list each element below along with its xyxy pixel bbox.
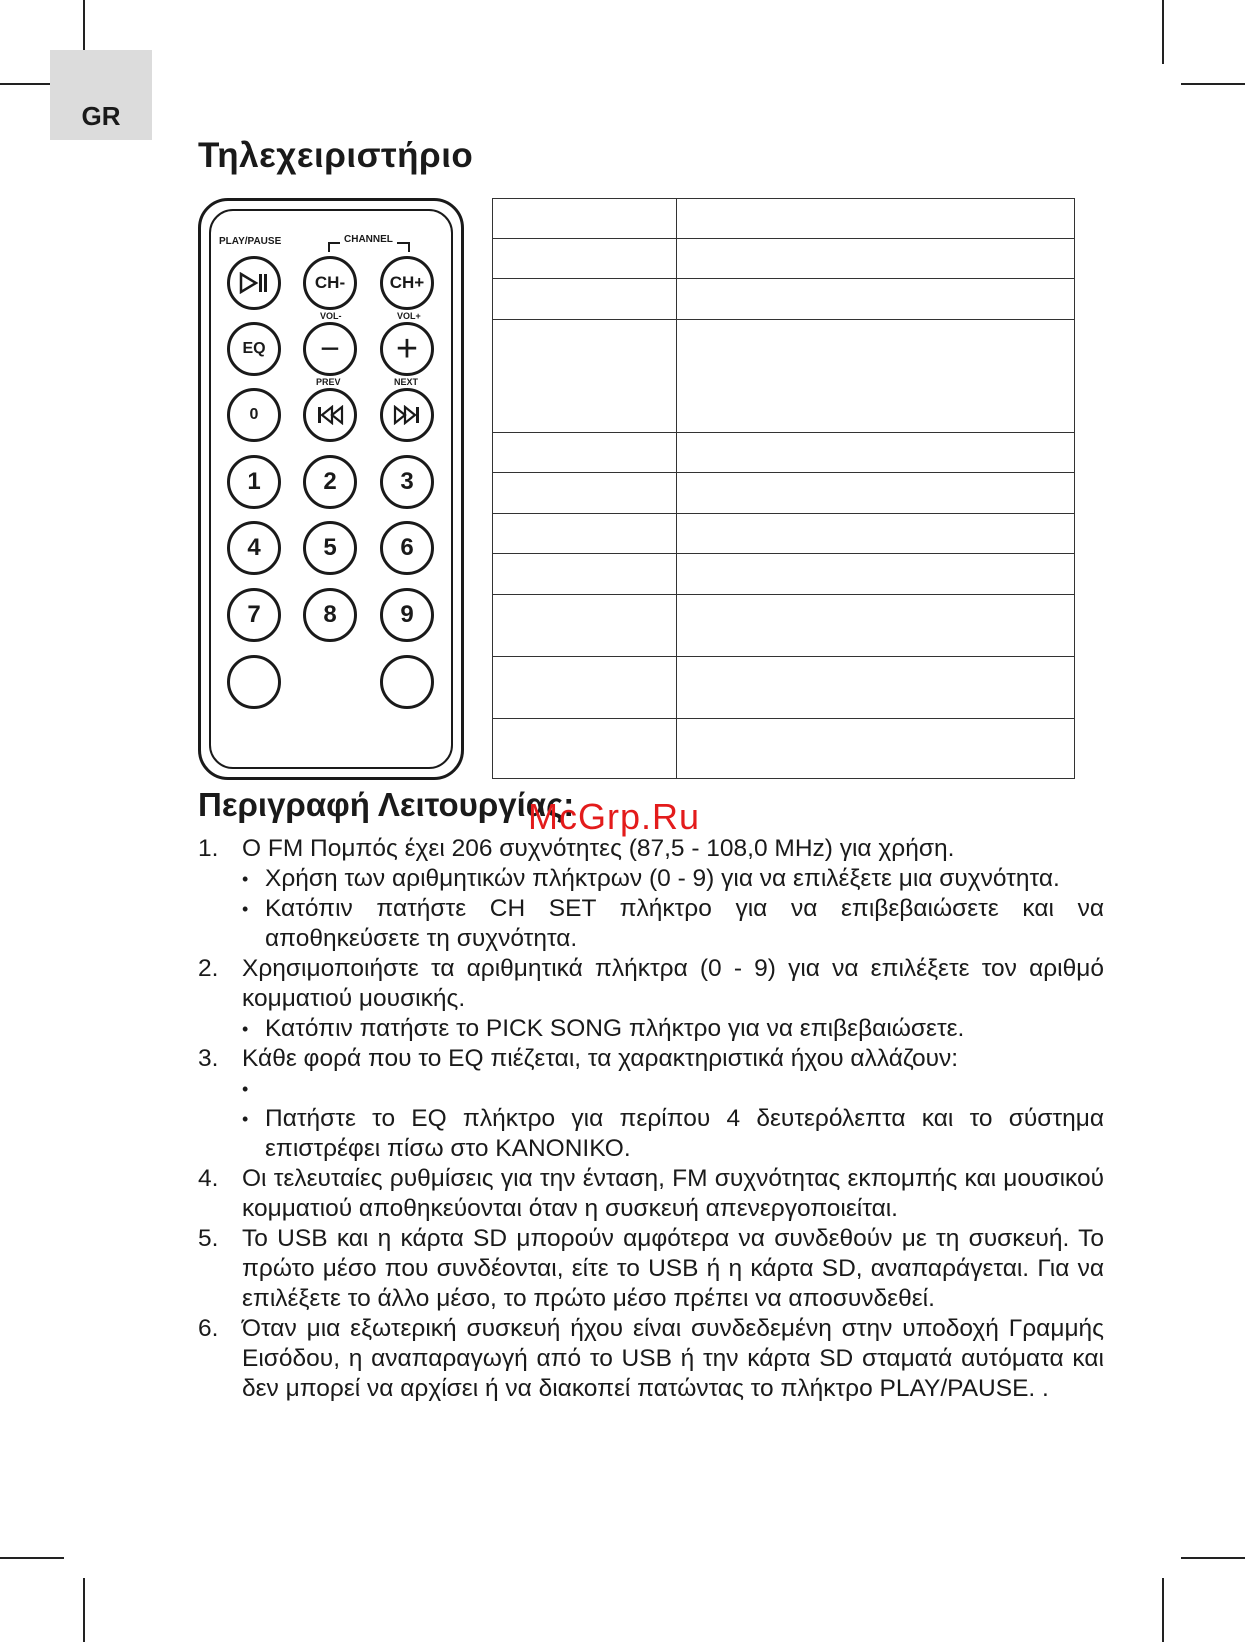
table-cell bbox=[677, 433, 1075, 473]
volume-up-button bbox=[380, 322, 434, 376]
item-text: Οι τελευταίες ρυθμίσεις για την ένταση, FM συχνότητας εκπομπής και μουσικού κομματιού αποθηκεύονται όταν η συσκευή απενεργοποιείται. bbox=[242, 1165, 1104, 1222]
eq-button bbox=[227, 322, 281, 376]
table-cell bbox=[677, 199, 1075, 239]
table-cell bbox=[677, 279, 1075, 320]
number-1-button bbox=[227, 455, 281, 509]
minus-icon: − bbox=[320, 329, 340, 368]
sub-item bbox=[242, 894, 1104, 954]
number-label: 1 bbox=[247, 468, 261, 495]
number-3-button bbox=[380, 455, 434, 509]
table-row bbox=[493, 199, 1075, 239]
play-pause-label: PLAY/PAUSE bbox=[219, 236, 282, 247]
vol-plus-label: VOL+ bbox=[397, 311, 421, 321]
zero-button bbox=[227, 388, 281, 442]
bullet-icon: • bbox=[242, 869, 249, 889]
list-item bbox=[198, 1164, 1104, 1224]
list-item bbox=[198, 1314, 1104, 1404]
table-cell bbox=[677, 554, 1075, 595]
item-number: 2. bbox=[198, 955, 219, 982]
table-cell bbox=[493, 239, 677, 279]
number-2-button bbox=[303, 455, 357, 509]
ch-minus-label: CH- bbox=[314, 273, 346, 292]
table-cell bbox=[493, 199, 677, 239]
number-label: 8 bbox=[323, 601, 337, 628]
language-tab bbox=[50, 50, 152, 140]
table-cell bbox=[677, 595, 1075, 657]
table-cell bbox=[493, 595, 677, 657]
table-cell bbox=[493, 554, 677, 595]
number-8-button bbox=[303, 588, 357, 642]
table-cell bbox=[677, 719, 1075, 779]
ch-plus-button bbox=[380, 256, 434, 310]
ch-plus-label: CH+ bbox=[389, 273, 425, 292]
language-label: GR bbox=[81, 101, 121, 131]
zero-label: 0 bbox=[249, 406, 259, 423]
table-row bbox=[493, 657, 1075, 719]
table-cell bbox=[677, 473, 1075, 514]
table-cell bbox=[677, 514, 1075, 554]
plus-icon: + bbox=[395, 327, 419, 370]
table-row bbox=[493, 719, 1075, 779]
blank-right-button bbox=[380, 655, 434, 709]
item-number: 3. bbox=[198, 1045, 219, 1072]
skip-forward-icon bbox=[393, 405, 421, 425]
crop-mark bbox=[83, 1578, 85, 1642]
sub-item-text: Κατόπιν πατήστε CH SET πλήκτρο για να επιβεβαιώσετε και να αποθηκεύσετε τη συχνότητα. bbox=[265, 895, 1104, 952]
channel-label: CHANNEL bbox=[340, 234, 397, 245]
vol-minus-label: VOL- bbox=[320, 311, 342, 321]
prev-label: PREV bbox=[316, 377, 341, 387]
table-row bbox=[493, 433, 1075, 473]
item-number: 4. bbox=[198, 1165, 219, 1192]
crop-mark bbox=[0, 1557, 64, 1559]
number-6-button bbox=[380, 521, 434, 575]
table-row bbox=[493, 514, 1075, 554]
watermark: McGrp.Ru bbox=[528, 796, 701, 837]
sub-item-text: Κατόπιν πατήστε το PICK SONG πλήκτρο για να επιβεβαιώσετε. bbox=[265, 1015, 965, 1042]
number-9-button bbox=[380, 588, 434, 642]
instruction-list bbox=[198, 834, 1104, 1404]
number-label: 2 bbox=[323, 468, 337, 495]
crop-mark bbox=[1162, 1578, 1164, 1642]
bullet-icon: • bbox=[242, 1019, 249, 1039]
number-label: 3 bbox=[400, 468, 414, 495]
section-title: Περιγραφή Λειτουργίας: bbox=[198, 786, 575, 823]
prev-button bbox=[303, 388, 357, 442]
number-4-button bbox=[227, 521, 281, 575]
bullet-icon: • bbox=[242, 1109, 249, 1129]
bullet-icon: • bbox=[242, 899, 249, 919]
table-row bbox=[493, 554, 1075, 595]
bullet-icon: • bbox=[242, 1079, 249, 1099]
play-pause-icon bbox=[239, 272, 269, 294]
page-title: Τηλεχειριστήριο bbox=[198, 136, 474, 175]
table-row bbox=[493, 595, 1075, 657]
table-cell bbox=[493, 657, 677, 719]
number-label: 9 bbox=[400, 601, 414, 628]
crop-mark bbox=[1181, 83, 1245, 85]
number-5-button bbox=[303, 521, 357, 575]
item-text: Χρησιμοποιήστε τα αριθμητικά πλήκτρα (0 - 9) για να επιλέξετε τον αριθμό κομματιού μουσικής. bbox=[242, 955, 1104, 1012]
table-row bbox=[493, 473, 1075, 514]
function-table bbox=[492, 198, 1075, 779]
item-text: Ο FM Πομπός έχει 206 συχνότητες (87,5 - 108,0 MHz) για χρήση. bbox=[242, 835, 955, 862]
item-number: 5. bbox=[198, 1225, 219, 1252]
sub-item bbox=[242, 864, 1104, 894]
sub-item-text: Χρήση των αριθμητικών πλήκτρων (0 - 9) για να επιλέξετε μια συχνότητα. bbox=[265, 865, 1060, 892]
crop-mark bbox=[1181, 1557, 1245, 1559]
number-label: 4 bbox=[247, 534, 261, 561]
next-button bbox=[380, 388, 434, 442]
crop-mark bbox=[1162, 0, 1164, 64]
sub-item bbox=[242, 1104, 1104, 1164]
volume-down-button bbox=[303, 322, 357, 376]
number-7-button bbox=[227, 588, 281, 642]
sub-item bbox=[242, 1074, 1104, 1104]
item-number: 6. bbox=[198, 1315, 219, 1342]
table-cell bbox=[493, 279, 677, 320]
number-label: 7 bbox=[247, 601, 261, 628]
table-cell bbox=[493, 473, 677, 514]
table-row bbox=[493, 279, 1075, 320]
table-row bbox=[493, 320, 1075, 433]
sub-item bbox=[242, 1014, 1104, 1044]
ch-minus-button bbox=[303, 256, 357, 310]
list-item bbox=[198, 834, 1104, 954]
table-cell bbox=[677, 657, 1075, 719]
number-label: 5 bbox=[323, 534, 337, 561]
table-cell bbox=[493, 514, 677, 554]
play-pause-button bbox=[227, 256, 281, 310]
table-cell bbox=[493, 433, 677, 473]
item-text: Όταν μια εξωτερική συσκευή ήχου είναι συνδεδεμένη στην υποδοχή Γραμμής Εισόδου, η αναπαραγωγή από το USB ή την κάρτα SD σταματά αυτόματα και δεν μπορεί να αρχίσει ή να διακοπεί πατώντας το πλήκτρο PLAY/PAUSE. . bbox=[242, 1315, 1104, 1402]
table-cell bbox=[677, 239, 1075, 279]
next-label: NEXT bbox=[394, 377, 419, 387]
eq-label: EQ bbox=[242, 340, 266, 357]
list-item bbox=[198, 1224, 1104, 1314]
item-text: Το USB και η κάρτα SD μπορούν αμφότερα να συνδεθούν με τη συσκευή. Το πρώτο μέσο που συνδέονται, είτε το USB ή η κάρτα SD, αναπαράγεται. Για να επιλέξετε το άλλο μέσο, το πρώτο μέσο πρέπει να αποσυνδεθεί. bbox=[242, 1225, 1104, 1312]
skip-back-icon bbox=[316, 405, 344, 425]
item-text: Κάθε φορά που το EQ πιέζεται, τα χαρακτηριστικά ήχου αλλάζουν: bbox=[242, 1045, 959, 1072]
table-cell bbox=[677, 320, 1075, 433]
table-cell bbox=[493, 320, 677, 433]
table-row bbox=[493, 239, 1075, 279]
item-number: 1. bbox=[198, 835, 219, 862]
sub-item-text: Πατήστε το EQ πλήκτρο για περίπου 4 δευτερόλεπτα και το σύστημα επιστρέφει πίσω στο ΚΑΝΟΝΙΚΟ. bbox=[265, 1105, 1104, 1162]
number-label: 6 bbox=[400, 534, 414, 561]
list-item bbox=[198, 954, 1104, 1044]
table-cell bbox=[493, 719, 677, 779]
list-item bbox=[198, 1044, 1104, 1164]
blank-left-button bbox=[227, 655, 281, 709]
